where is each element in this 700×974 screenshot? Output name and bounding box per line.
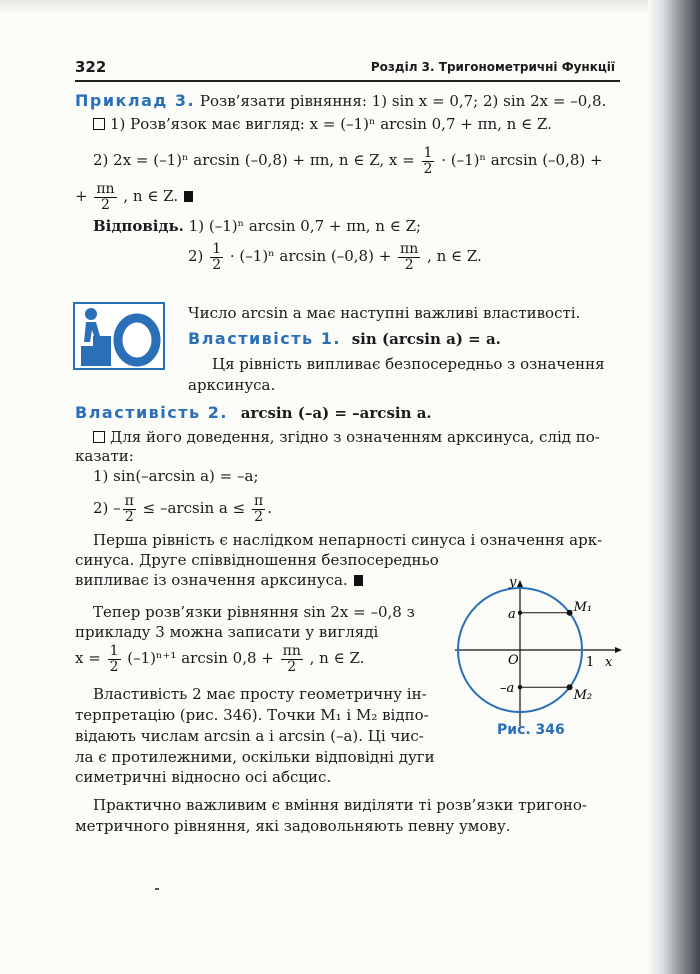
para4-line-1: Практично важливим є вміння виділяти ті розв’язки тригоно- xyxy=(93,796,587,814)
point-a xyxy=(518,611,522,615)
property-1-label: Властивість 1. xyxy=(188,329,341,348)
page-header xyxy=(75,58,615,80)
figure-346-unit-circle xyxy=(455,578,625,728)
example-solution-2-cont: + $\frac{\pi n}{2}$ , n ∈ Z. xyxy=(75,180,193,213)
para1-line-3: випливає із означення арксинуса. xyxy=(75,571,363,589)
proof-start-square xyxy=(93,118,105,130)
example-task-line xyxy=(75,92,606,110)
property-2-proof-2: казати: xyxy=(75,447,134,465)
page-top-shadow xyxy=(0,0,700,14)
property-1-text-2: арксинуса. xyxy=(188,376,276,394)
m1-label: M₁ xyxy=(573,599,593,615)
figure-caption: Рис. 346 xyxy=(497,722,565,738)
para1-line-1: Перша рівність є наслідком непарності синуса і означення арк- xyxy=(93,531,603,549)
x-label: x xyxy=(605,655,613,670)
para2-line-2: прикладу 3 можна записати у вигляді xyxy=(75,623,379,641)
property-icon xyxy=(73,302,165,370)
property-2-line xyxy=(75,404,432,422)
example-solution-2: 2) 2x = (–1)ⁿ arcsin (–0,8) + πn, n ∈ Z, x = $\frac{1}{2}$ · (–1)ⁿ arcsin (–0,8) + xyxy=(93,144,603,177)
example-task: Розв’язати рівняння: 1) sin x = 0,7; 2) sin 2x = –0,8. xyxy=(199,92,607,110)
stray-mark xyxy=(155,888,159,890)
para2-line-1: Тепер розв’язки рівняння sin 2x = –0,8 з xyxy=(93,603,415,621)
property-1-formula: sin (arcsin a) = a. xyxy=(351,330,501,348)
example-solution-1: 1) Розв’язок має вигляд: x = (–1)ⁿ arcsin 0,7 + πn, n ∈ Z. xyxy=(93,115,552,133)
answer-label: Відповідь. xyxy=(93,217,184,235)
properties-intro: Число arcsin a має наступні важливі властивості. xyxy=(188,304,581,322)
m2-label: M₂ xyxy=(573,688,593,704)
point-minus-a xyxy=(518,685,522,689)
proof-end-square xyxy=(184,191,193,202)
property-1-line xyxy=(188,330,501,348)
y-label: y xyxy=(509,578,517,590)
header-rule xyxy=(75,80,620,82)
example-label: Приклад 3. xyxy=(75,91,196,110)
property-2-formula: arcsin (–a) = –arcsin a. xyxy=(240,404,432,422)
property-2-item-2: 2) – $\frac{\pi}{2}$ ≤ –arcsin a ≤ $\frac{\pi}{2}$ . xyxy=(93,492,272,525)
x-axis-arrow xyxy=(615,647,622,653)
property-2-item-1: 1) sin(–arcsin a) = –a; xyxy=(93,467,259,485)
para4-line-2: метричного рівняння, які задовольняють певну умову. xyxy=(75,817,511,835)
y-axis-arrow xyxy=(517,580,523,587)
fraction-one-half: $\frac{1}{2}$ xyxy=(423,144,433,177)
page-number: 322 xyxy=(75,58,107,76)
origin-label: O xyxy=(508,653,519,668)
para3-line-3: відають числам arcsin a і arcsin (–a). Ці чис- xyxy=(75,727,424,745)
para2-line-3: x = $\frac{1}{2}$ (–1)ⁿ⁺¹ arcsin 0,8 + $\frac{\pi n}{2}$ , n ∈ Z. xyxy=(75,642,365,675)
para3-line-5: симетричні відносно осі абсцис. xyxy=(75,768,332,786)
answer-line-1: Відповідь. 1) (–1)ⁿ arcsin 0,7 + πn, n ∈ Z; xyxy=(93,217,422,235)
point-m1 xyxy=(567,610,573,616)
para3-line-2: терпретацію (рис. 346). Точки M₁ і M₂ відпо- xyxy=(75,706,429,724)
minus-a-label: –a xyxy=(500,681,515,697)
para3-line-4: ла є протилежними, оскільки відповідні дуги xyxy=(75,748,435,766)
one-label: 1 xyxy=(586,655,595,670)
property-2-proof-1: Для його доведення, згідно з означенням арксинуса, слід по- xyxy=(93,428,600,446)
section-title: Розділ 3. Тригонометричні Функції xyxy=(370,60,615,74)
fraction-pin-2: $\frac{\pi n}{2}$ xyxy=(96,180,115,213)
page-binding-shadow xyxy=(648,0,700,974)
point-m2 xyxy=(567,684,573,690)
para1-line-2: синуса. Друге співвідношення безпосередньо xyxy=(75,551,439,569)
answer-line-2: 2) $\frac{1}{2}$ · (–1)ⁿ arcsin (–0,8) + $\frac{\pi n}{2}$ , n ∈ Z. xyxy=(188,240,482,273)
a-label: a xyxy=(508,606,516,622)
property-1-text-1: Ця рівність випливає безпосередньо з означення xyxy=(212,355,605,373)
property-2-label: Властивість 2. xyxy=(75,403,228,422)
para3-line-1: Властивість 2 має просту геометричну ін- xyxy=(93,685,427,703)
